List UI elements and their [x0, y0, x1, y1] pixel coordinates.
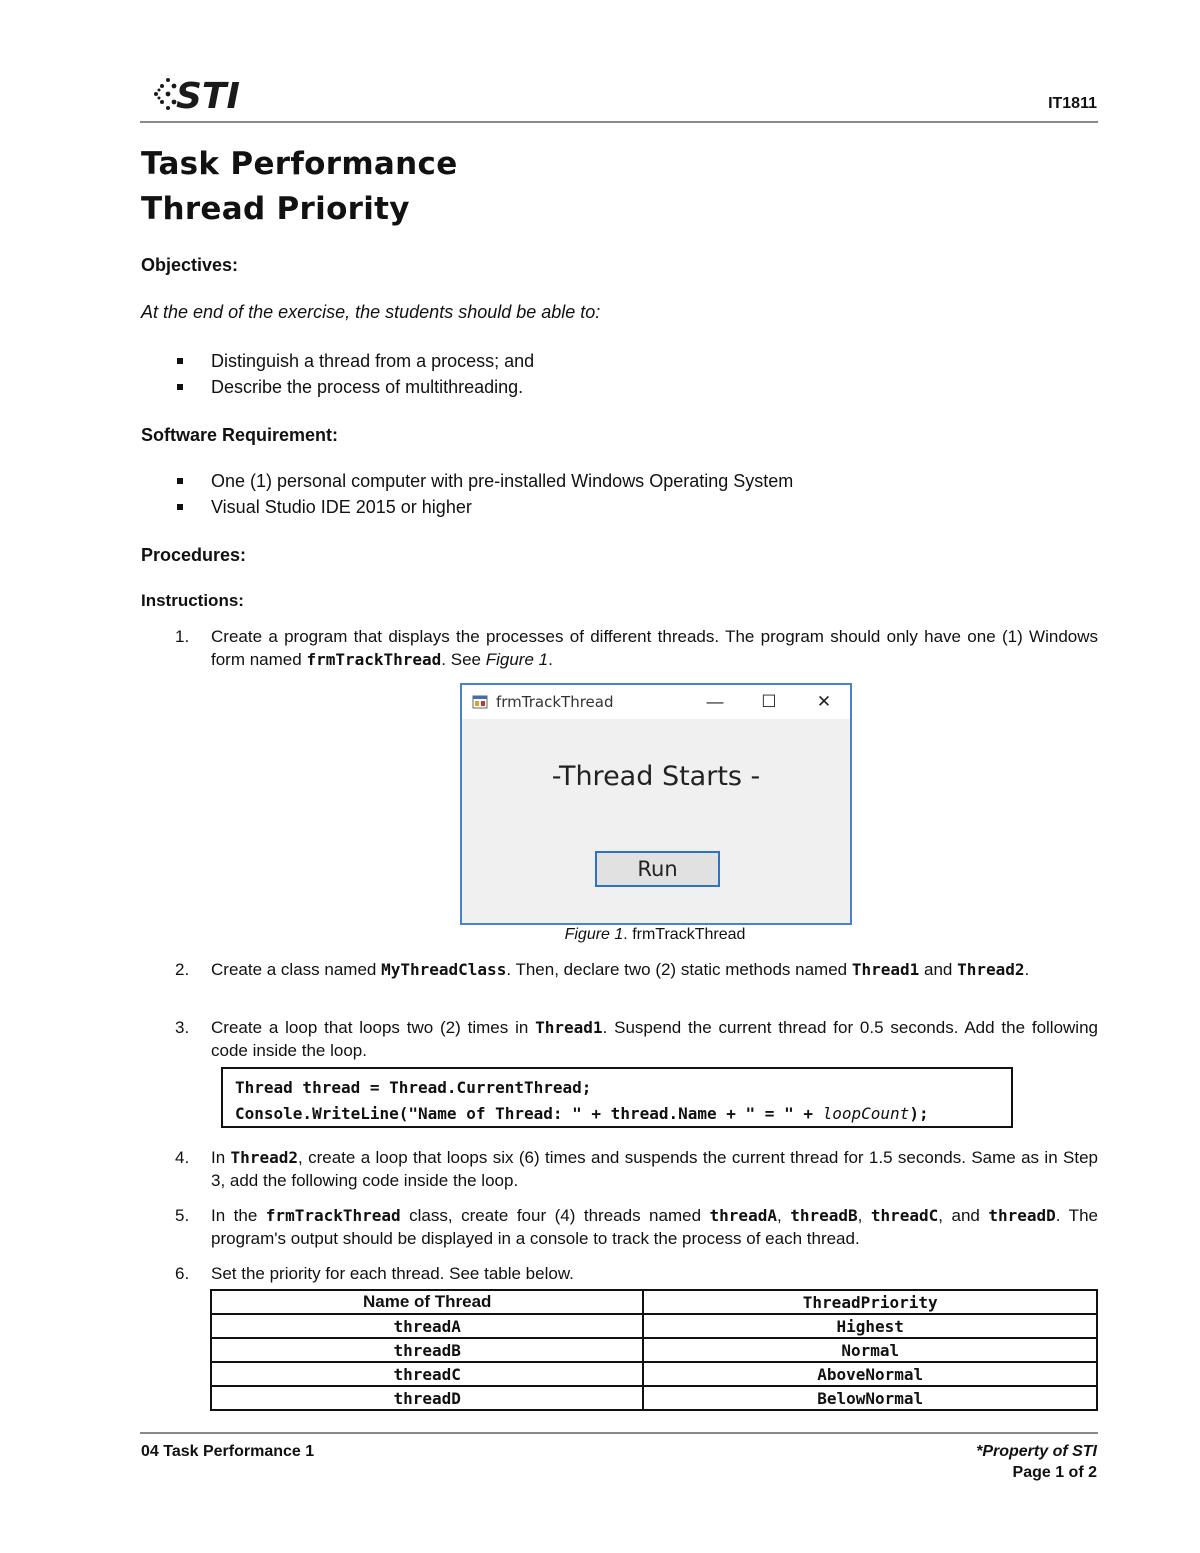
window-title: frmTrackThread [496, 693, 614, 711]
software-heading: Software Requirement: [141, 425, 339, 445]
step-number: 1. [175, 627, 190, 646]
table-row [211, 1386, 1097, 1410]
table-cell: threadD [211, 1386, 643, 1410]
thread-status-label: -Thread Starts - [551, 761, 761, 792]
footer-document-name: 04 Task Performance 1 [141, 1443, 315, 1460]
step-text: Create a class named [211, 960, 382, 979]
step-text: , [776, 1206, 791, 1225]
inline-code: Thread1 [851, 960, 920, 979]
inline-code: frmTrackThread [306, 650, 442, 669]
code-text: ); [909, 1104, 929, 1123]
objectives-intro: At the end of the exercise, the students should be able to: [141, 302, 601, 322]
app-form-icon [472, 694, 488, 710]
footer-rule [140, 1432, 1098, 1434]
step-text: . See [441, 650, 486, 669]
step-text: Set the priority for each thread. See table below. [211, 1264, 574, 1283]
objectives-heading: Objectives: [141, 255, 239, 275]
step-text: , create a loop that loops six (6) times and suspends the current thread for 1.5 seconds. Same as in Step 3, add the following code inside the loop. [211, 1148, 1098, 1190]
step-2 [141, 958, 1098, 981]
step-5 [141, 1204, 1098, 1250]
code-text: Console.WriteLine("Name of Thread: " + thread.Name + " = " + [235, 1104, 823, 1123]
thread-priority-table [210, 1289, 1098, 1411]
procedures-heading: Procedures: [141, 545, 247, 565]
title-line-2: Thread Priority [141, 191, 410, 227]
form-window [460, 683, 852, 925]
window-titlebar [462, 685, 850, 719]
header-rule [140, 121, 1098, 123]
inline-code: Thread2 [957, 960, 1025, 979]
step-number: 4. [175, 1148, 190, 1167]
step-number: 6. [175, 1264, 190, 1283]
step-3 [141, 1016, 1098, 1062]
table-row [211, 1314, 1097, 1338]
table-cell: threadC [211, 1362, 643, 1386]
logo-text: STI [176, 76, 240, 116]
objectives-list [141, 348, 534, 400]
run-button[interactable]: Run [595, 851, 720, 887]
table-cell: threadA [211, 1314, 643, 1338]
figure-caption [0, 926, 1200, 944]
step-number: 5. [175, 1206, 190, 1225]
figure-ref: Figure 1 [485, 650, 549, 669]
inline-code: threadD [988, 1206, 1056, 1225]
column-header: Name of Thread [211, 1290, 643, 1314]
list-item: Distinguish a thread from a process; and [141, 348, 534, 374]
table-header-row [211, 1290, 1097, 1314]
step-text: Create a loop that loops two (2) times in [211, 1018, 536, 1037]
step-text: and [919, 960, 958, 979]
step-text: . Suspend the current thread for 0.5 seconds. Add the following code inside the loop. [211, 1018, 1098, 1060]
step-text: . The program's output should be displayed in a console to track the process of each thread. [211, 1206, 1098, 1248]
code-line: Thread thread = Thread.CurrentThread; [235, 1078, 592, 1097]
minimize-icon[interactable]: — [706, 692, 724, 711]
sti-logo [148, 72, 248, 116]
step-text: , and [938, 1206, 989, 1225]
step-6 [141, 1262, 1098, 1285]
table-cell: threadB [211, 1338, 643, 1362]
step-text: . [1024, 960, 1030, 979]
course-code: IT1811 [1048, 95, 1097, 112]
step-text: , [857, 1206, 871, 1225]
inline-code: threadC [870, 1206, 939, 1225]
inline-code: threadB [790, 1206, 858, 1225]
close-icon[interactable]: ✕ [816, 692, 832, 711]
step-4 [141, 1146, 1098, 1192]
table-cell: BelowNormal [643, 1386, 1097, 1410]
title-line-1: Task Performance [141, 146, 458, 182]
inline-code: frmTrackThread [265, 1206, 401, 1225]
step-1 [141, 625, 1098, 671]
step-text: . [548, 650, 553, 669]
figure-caption-label: Figure 1 [564, 926, 624, 943]
inline-code: threadA [709, 1206, 777, 1225]
table-row [211, 1362, 1097, 1386]
table-cell: AboveNormal [643, 1362, 1097, 1386]
figure-caption-text: . frmTrackThread [623, 926, 746, 943]
instructions-heading: Instructions: [141, 591, 244, 610]
maximize-icon[interactable]: ☐ [761, 692, 777, 711]
step-text: In [211, 1148, 231, 1167]
step-text: . Then, declare two (2) static methods named [506, 960, 852, 979]
table-row [211, 1338, 1097, 1362]
step-number: 3. [175, 1018, 190, 1037]
inline-code: Thread2 [230, 1148, 298, 1167]
footer-property: *Property of STI [976, 1443, 1097, 1460]
list-item: Describe the process of multithreading. [141, 374, 534, 400]
code-variable: loopCount [822, 1104, 910, 1123]
inline-code: Thread1 [535, 1018, 603, 1037]
list-item: Visual Studio IDE 2015 or higher [141, 494, 793, 520]
column-header: ThreadPriority [643, 1290, 1097, 1314]
table-cell: Normal [643, 1338, 1097, 1362]
code-line [235, 1101, 999, 1127]
inline-code: MyThreadClass [381, 960, 507, 979]
footer-page-number: Page 1 of 2 [1012, 1464, 1097, 1481]
step-text: class, create four (4) threads named [400, 1206, 710, 1225]
step-text: Create a program that displays the processes of different threads. The program should only have one (1) Windows form named [211, 627, 1098, 669]
list-item: One (1) personal computer with pre-installed Windows Operating System [141, 468, 793, 494]
software-list [141, 468, 793, 520]
step-number: 2. [175, 960, 190, 979]
step-text: In the [211, 1206, 266, 1225]
table-cell: Highest [643, 1314, 1097, 1338]
code-snippet [221, 1067, 1013, 1128]
